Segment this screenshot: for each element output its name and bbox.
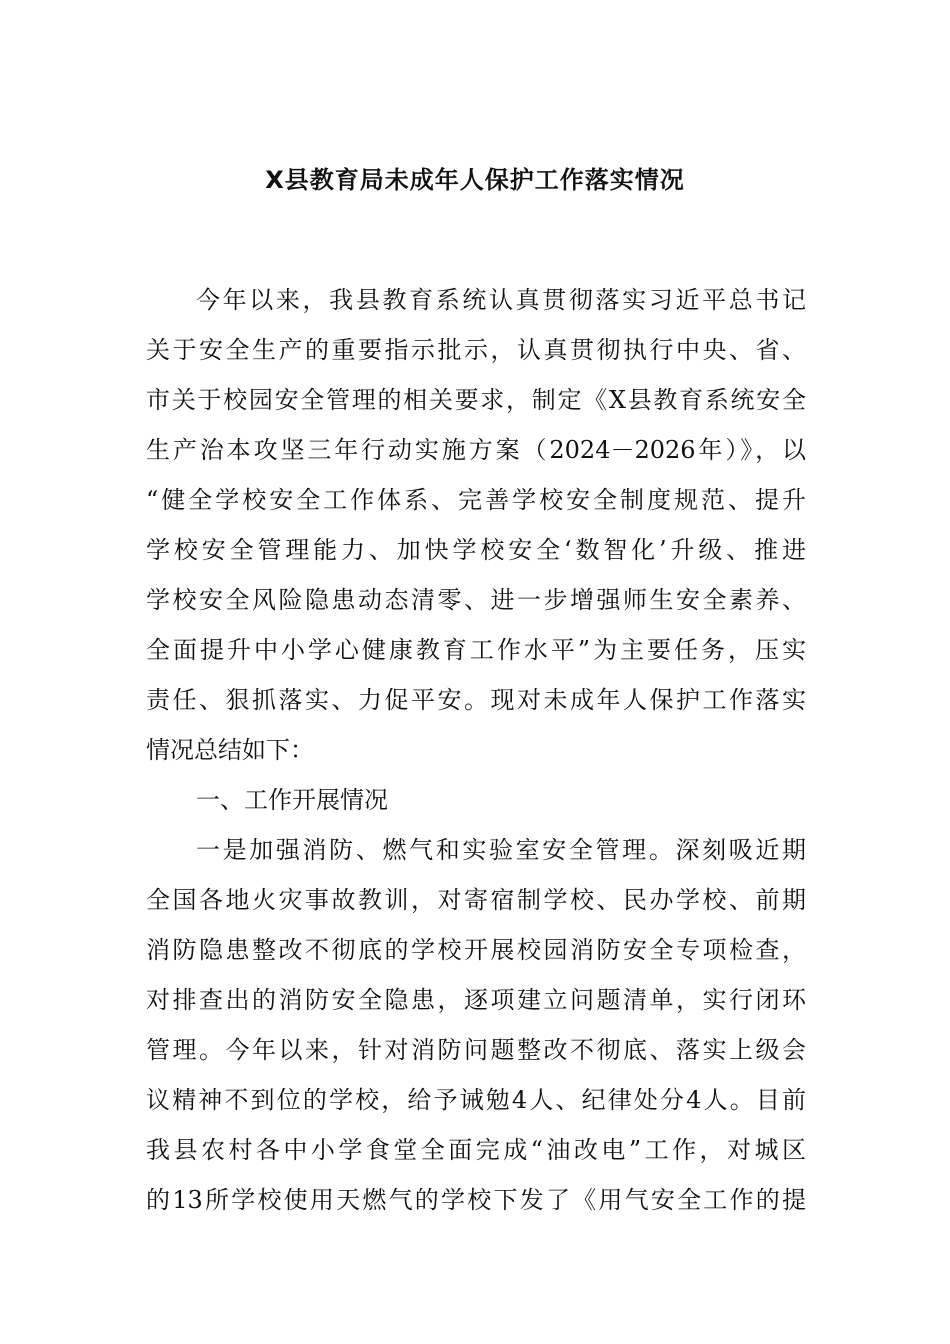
document-title: X县教育局未成年人保护工作落实情况 (265, 166, 685, 194)
paragraph-line: 今年以来，我县教育系统认真贯彻落实习近平总书记 (196, 286, 806, 314)
paragraph-line: 全国各地火灾事故教训，对寄宿制学校、民办学校、前期 (146, 886, 806, 914)
paragraph-line: 关于安全生产的重要指示批示，认真贯彻执行中央、省、 (146, 336, 806, 364)
paragraph-line: 管理。今年以来，针对消防问题整改不彻底、落实上级会 (146, 1036, 806, 1064)
document-body (146, 282, 806, 1232)
paragraph-line: 全面提升中小学心健康教育工作水平”为主要任务，压实 (146, 636, 806, 664)
paragraph-line: 对排查出的消防安全隐患，逐项建立问题清单，实行闭环 (146, 986, 806, 1014)
paragraph-line: 的13所学校使用天燃气的学校下发了《用气安全工作的提 (146, 1186, 806, 1214)
paragraph-line: 我县农村各中小学食堂全面完成“油改电”工作，对城区 (146, 1136, 806, 1164)
paragraph-line: 责任、狠抓落实、力促平安。现对未成年人保护工作落实 (146, 686, 806, 714)
paragraph-line: 消防隐患整改不彻底的学校开展校园消防安全专项检查， (146, 936, 806, 964)
paragraph-line: 议精神不到位的学校，给予诫勉4人、纪律处分4人。目前 (146, 1086, 806, 1114)
paragraph-line: 生产治本攻坚三年行动实施方案（2024－2026年）》，以 (146, 436, 806, 464)
paragraph-line: “健全学校安全工作体系、完善学校安全制度规范、提升 (146, 486, 806, 514)
paragraph-line: 情况总结如下： (146, 736, 314, 764)
section-heading: 一、工作开展情况 (196, 786, 388, 814)
paragraph-line: 市关于校园安全管理的相关要求，制定《X县教育系统安全 (146, 386, 806, 414)
paragraph-line: 学校安全管理能力、加快学校安全‘数智化’升级、推进 (146, 536, 806, 564)
paragraph-line: 学校安全风险隐患动态清零、进一步增强师生安全素养、 (146, 586, 806, 614)
paragraph-line: 一是加强消防、燃气和实验室安全管理。深刻吸近期 (196, 836, 806, 864)
